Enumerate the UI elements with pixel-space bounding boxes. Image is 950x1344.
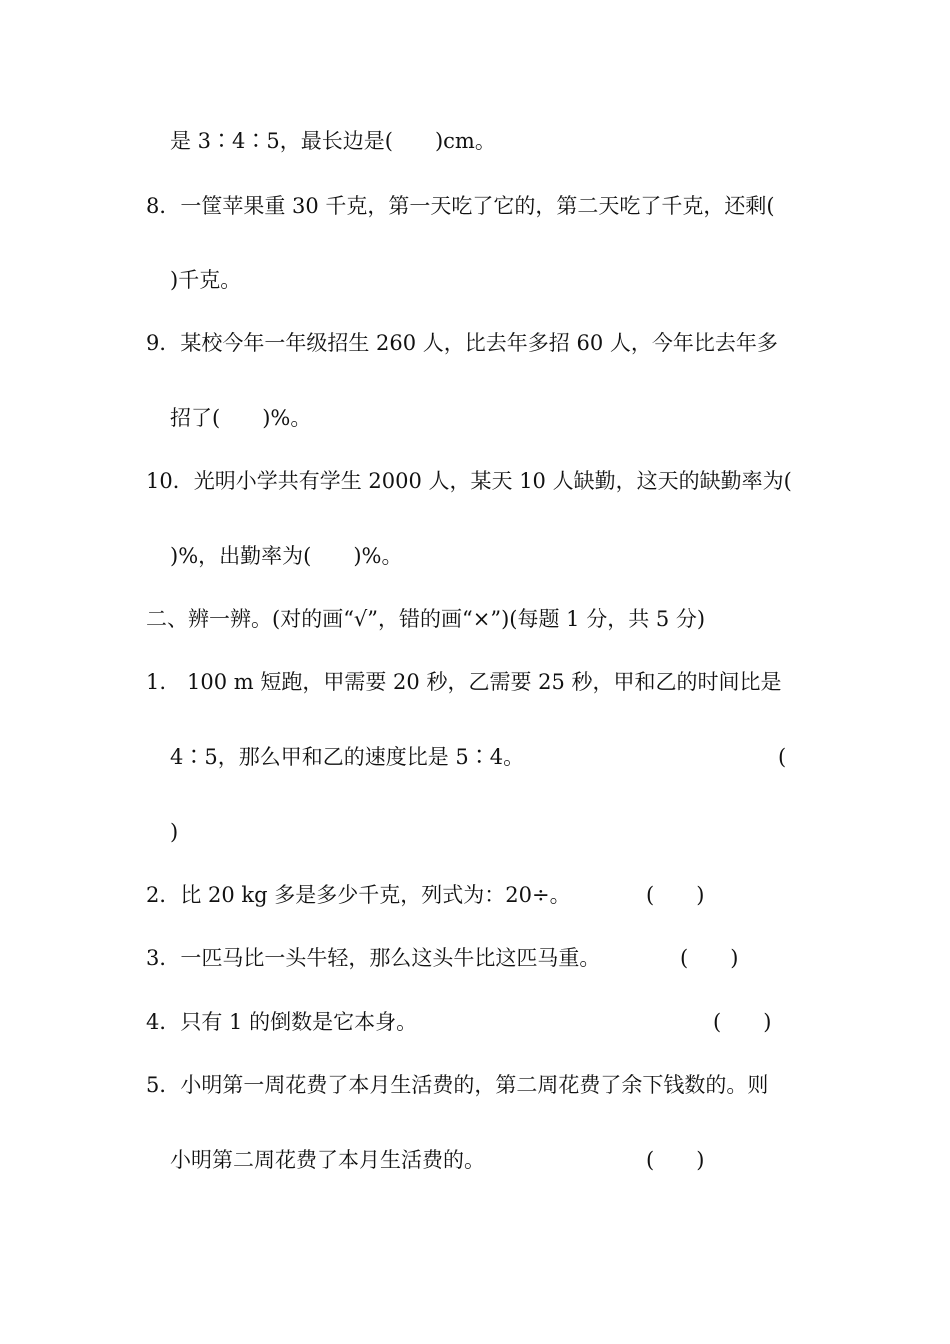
judge-q2: 2．比 20 kg 多是多少千克，列式为：20÷。	[146, 883, 571, 907]
judge-q5-line-2: 小明第二周花费了本月生活费的。	[170, 1148, 485, 1172]
section-two-heading: 二、辨一辨。(对的画“√”，错的画“×”)(每题 1 分，共 5 分)	[146, 607, 706, 631]
q8-line-1: 8．一筐苹果重 30 千克，第一天吃了它的，第二天吃了千克，还剩(	[146, 194, 775, 218]
judge-q3-answer-blank[interactable]: ( )	[680, 946, 739, 970]
q7-continuation: 是 3∶4∶5，最长边是( )cm。	[170, 129, 496, 153]
judge-q1-line-2: 4∶5，那么甲和乙的速度比是 5∶4。	[170, 745, 525, 769]
q8-line-2: )千克。	[170, 268, 242, 292]
judge-q1-answer-close[interactable]: )	[170, 820, 179, 844]
judge-q1-answer-open[interactable]: (	[778, 745, 787, 769]
q10-line-2: )%，出勤率为( )%。	[170, 544, 403, 568]
q9-line-1: 9．某校今年一年级招生 260 人，比去年多招 60 人，今年比去年多	[146, 331, 778, 355]
judge-q5-answer-blank[interactable]: ( )	[646, 1148, 705, 1172]
judge-q4-answer-blank[interactable]: ( )	[713, 1010, 772, 1034]
q10-line-1: 10．光明小学共有学生 2000 人，某天 10 人缺勤，这天的缺勤率为(	[146, 469, 792, 493]
judge-q5-line-1: 5．小明第一周花费了本月生活费的，第二周花费了余下钱数的。则	[146, 1073, 769, 1097]
judge-q4: 4．只有 1 的倒数是它本身。	[146, 1010, 418, 1034]
q9-line-2: 招了( )%。	[170, 406, 312, 430]
judge-q1-line-1: 1. 100 m 短跑，甲需要 20 秒，乙需要 25 秒，甲和乙的时间比是	[146, 670, 782, 694]
judge-q2-answer-blank[interactable]: ( )	[646, 883, 705, 907]
judge-q3: 3．一匹马比一头牛轻，那么这头牛比这匹马重。	[146, 946, 601, 970]
